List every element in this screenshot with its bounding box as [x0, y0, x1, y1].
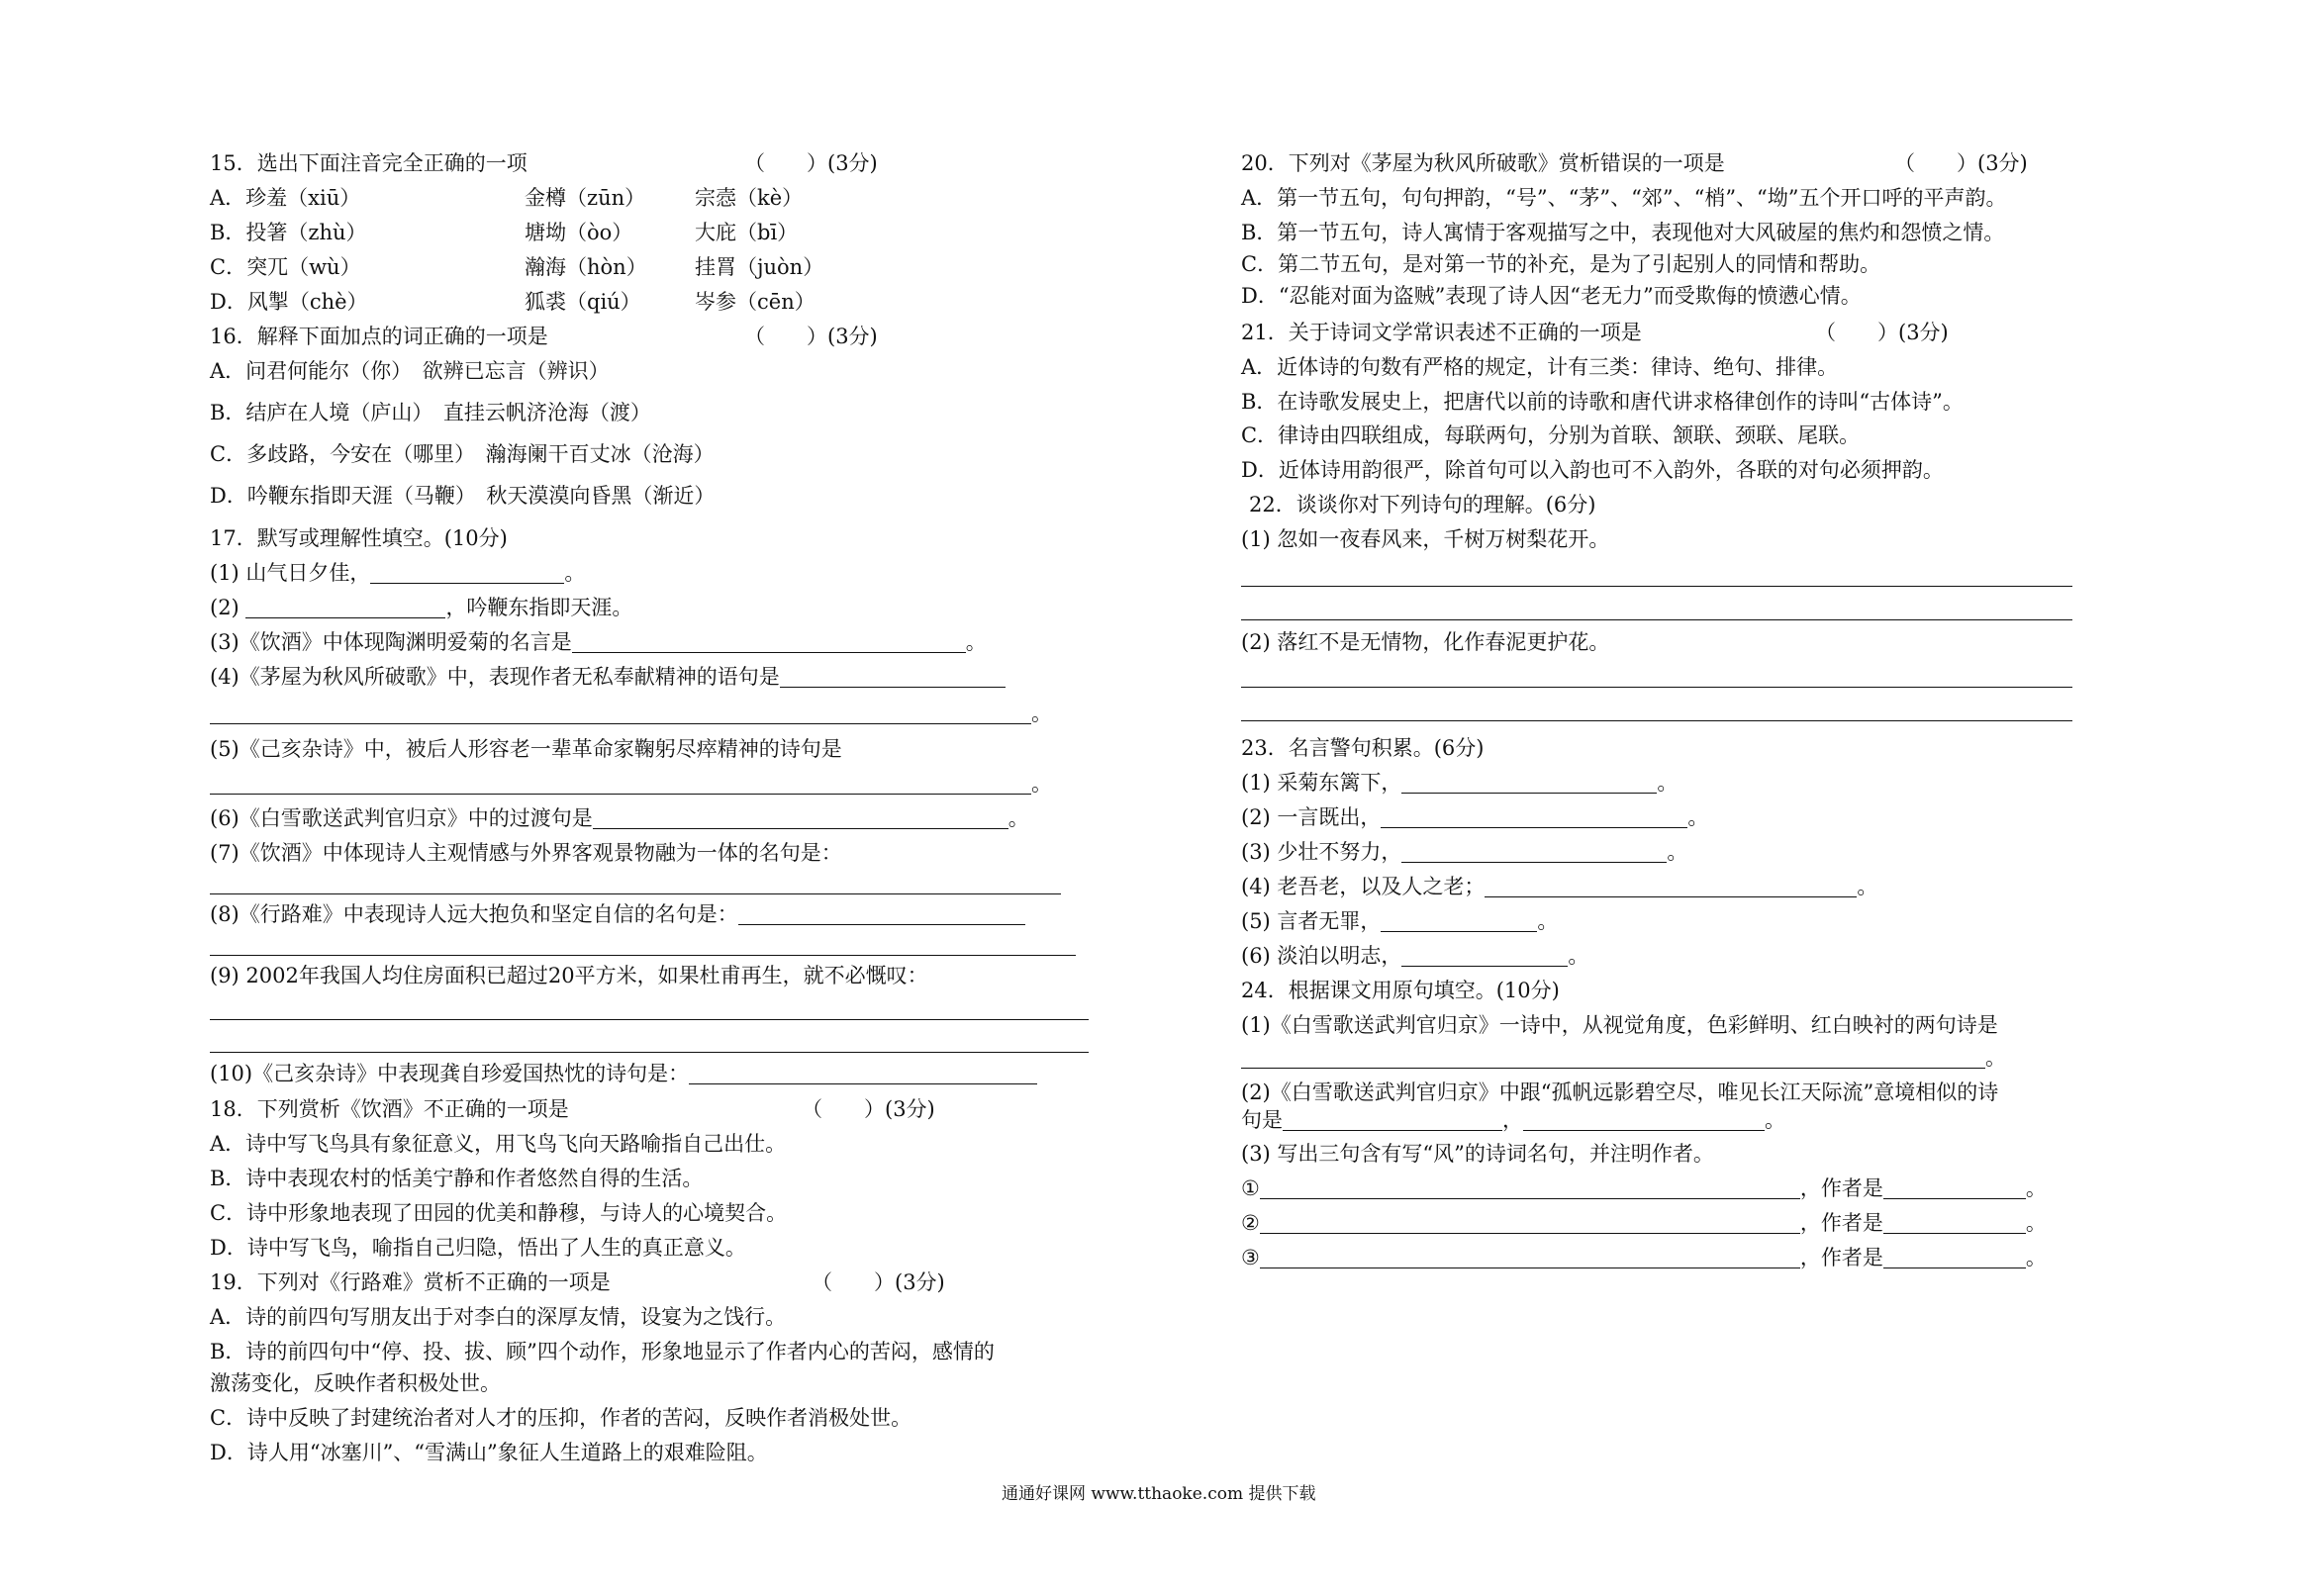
- page-footer: 通通好课网 www.tthaoke.com 提供下载: [1002, 1484, 1316, 1504]
- q23-stem: 23．名言警句积累。(6分): [1241, 736, 1485, 760]
- q18-option-b: B．诗中表现农村的恬美宁静和作者悠然自得的生活。: [210, 1167, 704, 1190]
- q20-option-b: B．第一节五句，诗人寓情于客观描写之中，表现他对大风破屋的焦灼和怨愤之情。: [1241, 221, 2005, 244]
- answer-line[interactable]: [210, 955, 1076, 956]
- answer-blank[interactable]: [1883, 1246, 2026, 1268]
- q21-option-a: A．近体诗的句数有严格的规定，计有三类：律诗、绝句、排律。: [1241, 355, 1839, 379]
- q17-item-3: (3)《饮酒》中体现陶渊明爱菊的名言是 。: [210, 630, 987, 654]
- q23-item-1: (1) 采菊东篱下， 。: [1241, 771, 1679, 795]
- q16-option-d: D．吟鞭东指即天涯（马鞭） 秋天漠漠向昏黑（渐近）: [210, 484, 716, 508]
- q17-item-10: (10)《己亥杂诗》中表现龚自珍爱国热忱的诗句是：: [210, 1060, 1037, 1087]
- answer-line[interactable]: [1241, 720, 2072, 721]
- q24-item-1-line: 。: [1241, 1044, 2006, 1072]
- q19-option-c: C．诗中反映了封建统治者对人才的压抑，作者的苦闷，反映作者消极处世。: [210, 1406, 912, 1430]
- q24-item-3: (3) 写出三句含有写“风”的诗词名句，并注明作者。: [1241, 1142, 1714, 1166]
- q17-item-2: (2) ，吟鞭东指即天涯。: [210, 596, 633, 619]
- q15-option-b: B．投箸（zhù） 塘坳（òo） 大庇（bī）: [210, 221, 799, 244]
- answer-blank[interactable]: [370, 561, 564, 584]
- q24-answer-2: ② ，作者是 。: [1241, 1211, 2047, 1235]
- answer-line[interactable]: [210, 1052, 1089, 1053]
- q21-option-b: B．在诗歌发展史上，把唐代以前的诗歌和唐代讲求格律创作的诗叫“古体诗”。: [1241, 390, 1964, 414]
- answer-blank[interactable]: [210, 702, 1031, 724]
- answer-blank[interactable]: [1381, 805, 1687, 828]
- q15-option-d: D．风掣（chè） 狐裘（qiú） 岑参（cēn）: [210, 290, 816, 314]
- q15-option-a: A．珍羞（xiū） 金樽（zūn） 宗悫（kè）: [210, 186, 804, 210]
- q23-item-4: (4) 老吾老，以及人之老； 。: [1241, 875, 1878, 898]
- answer-blank[interactable]: [1883, 1211, 2026, 1234]
- q20-option-d: D．“忍能对面为盗贼”表现了诗人因“老无力”而受欺侮的愤懑心情。: [1241, 284, 1862, 308]
- q17-item-7: (7)《饮酒》中体现诗人主观情感与外界客观景物融为一体的名句是：: [210, 841, 842, 865]
- q20-option-a: A．第一节五句，句句押韵，“号”、“茅”、“郊”、“梢”、“坳”五个开口呼的平声韵。: [1241, 186, 2007, 210]
- answer-blank[interactable]: [738, 902, 1025, 925]
- answer-line[interactable]: [210, 1019, 1089, 1020]
- q23-item-6: (6) 淡泊以明志， 。: [1241, 944, 1589, 968]
- q21-option-d: D．近体诗用韵很严，除首句可以入韵也可不入韵外，各联的对句必须押韵。: [1241, 458, 1944, 482]
- q17-item-5: (5)《己亥杂诗》中，被后人形容老一辈革命家鞠躬尽瘁精神的诗句是: [210, 737, 842, 761]
- q15-stem: 15．选出下面注音完全正确的一项 （ ）(3分): [210, 151, 878, 175]
- answer-blank[interactable]: [210, 772, 1031, 795]
- q17-item-4: (4)《茅屋为秋风所破歌》中，表现作者无私奉献精神的语句是: [210, 663, 1006, 691]
- answer-blank[interactable]: [1260, 1176, 1800, 1199]
- answer-blank[interactable]: [689, 1062, 1037, 1084]
- answer-blank[interactable]: [245, 596, 445, 618]
- q17-item-4-line: 。: [210, 700, 1052, 727]
- q16-option-b: B．结庐在人境（庐山） 直挂云帆济沧海（渡）: [210, 401, 651, 424]
- q23-item-5: (5) 言者无罪， 。: [1241, 909, 1559, 933]
- q19-option-a: A．诗的前四句写朋友出于对李白的深厚友情，设宴为之饯行。: [210, 1305, 787, 1329]
- answer-blank[interactable]: [1381, 909, 1537, 932]
- answer-line[interactable]: [1241, 687, 2072, 688]
- q22-item-1: (1) 忽如一夜春风来，千树万树梨花开。: [1241, 527, 1610, 551]
- q16-option-a: A．问君何能尔（你） 欲辨已忘言（辨识）: [210, 359, 610, 383]
- q20-stem: 20．下列对《茅屋为秋风所破歌》赏析错误的一项是 （ ）(3分): [1241, 151, 2028, 175]
- q22-stem: 22．谈谈你对下列诗句的理解。(6分): [1249, 493, 1596, 516]
- answer-blank[interactable]: [1241, 1046, 1985, 1069]
- q22-item-2: (2) 落红不是无情物，化作春泥更护花。: [1241, 630, 1610, 654]
- q19-option-d: D．诗人用“冰塞川”、“雪满山”象征人生道路上的艰难险阻。: [210, 1441, 768, 1464]
- q17-item-5-line: 。: [210, 770, 1052, 798]
- answer-blank[interactable]: [1523, 1108, 1765, 1131]
- q17-item-8: (8)《行路难》中表现诗人远大抱负和坚定自信的名句是：: [210, 900, 1025, 928]
- q17-item-9: (9) 2002年我国人均住房面积已超过20平方米，如果杜甫再生，就不必慨叹：: [210, 964, 928, 987]
- q24-answer-1: ① ，作者是 。: [1241, 1176, 2047, 1200]
- answer-line[interactable]: [1241, 586, 2072, 587]
- q21-stem: 21．关于诗词文学常识表述不正确的一项是 （ ）(3分): [1241, 321, 1949, 344]
- q21-option-c: C．律诗由四联组成，每联两句，分别为首联、颔联、颈联、尾联。: [1241, 423, 1861, 447]
- q17-item-1: (1) 山气日夕佳， 。: [210, 561, 586, 585]
- answer-blank[interactable]: [593, 806, 1008, 829]
- q19-option-b: B．诗的前四句中“停、投、拔、顾”四个动作，形象地显示了作者内心的苦闷，感情的: [210, 1340, 995, 1363]
- answer-blank[interactable]: [1283, 1108, 1502, 1131]
- q23-item-3: (3) 少壮不努力， 。: [1241, 840, 1688, 864]
- answer-line[interactable]: [210, 893, 1061, 894]
- q16-option-c: C．多歧路，今安在（哪里） 瀚海阑干百丈冰（沧海）: [210, 442, 715, 466]
- q18-option-d: D．诗中写飞鸟，喻指自己归隐，悟出了人生的真正意义。: [210, 1236, 746, 1260]
- answer-blank[interactable]: [1260, 1246, 1800, 1268]
- q24-item-1: (1)《白雪歌送武判官归京》一诗中，从视觉角度，色彩鲜明、红白映衬的两句诗是: [1241, 1013, 1998, 1037]
- answer-line[interactable]: [1241, 619, 2072, 620]
- q17-stem: 17．默写或理解性填空。(10分): [210, 526, 508, 550]
- q18-option-c: C．诗中形象地表现了田园的优美和静穆，与诗人的心境契合。: [210, 1201, 788, 1225]
- answer-blank[interactable]: [1883, 1176, 2026, 1199]
- q17-item-6: (6)《白雪歌送武判官归京》中的过渡句是 。: [210, 806, 1029, 830]
- answer-blank[interactable]: [780, 665, 1006, 688]
- q18-stem: 18．下列赏析《饮酒》不正确的一项是 （ ）(3分): [210, 1097, 935, 1121]
- q19-option-b-cont: 激荡变化，反映作者积极处世。: [210, 1371, 501, 1395]
- q19-stem: 19．下列对《行路难》赏析不正确的一项是 （ ）(3分): [210, 1270, 945, 1294]
- q24-answer-3: ③ ，作者是 。: [1241, 1246, 2047, 1269]
- q23-item-2: (2) 一言既出， 。: [1241, 805, 1709, 829]
- answer-blank[interactable]: [1401, 840, 1667, 863]
- q20-option-c: C．第二节五句，是对第一节的补充，是为了引起别人的同情和帮助。: [1241, 252, 1881, 276]
- answer-blank[interactable]: [1401, 944, 1568, 967]
- q15-option-c: C．突兀（wù） 瀚海（hòn） 挂罥（juòn）: [210, 255, 824, 279]
- answer-blank[interactable]: [1260, 1211, 1800, 1234]
- answer-blank[interactable]: [1401, 771, 1657, 794]
- q18-option-a: A．诗中写飞鸟具有象征意义，用飞鸟飞向天路喻指自己出仕。: [210, 1132, 787, 1156]
- q16-stem: 16．解释下面加点的词正确的一项是 （ ）(3分): [210, 325, 878, 348]
- q24-item-2-line: 句是 ， 。: [1241, 1108, 1785, 1132]
- answer-blank[interactable]: [572, 630, 966, 653]
- answer-blank[interactable]: [1485, 875, 1857, 897]
- q24-stem: 24．根据课文用原句填空。(10分): [1241, 979, 1560, 1002]
- q24-item-2: (2)《白雪歌送武判官归京》中跟“孤帆远影碧空尽，唯见长江天际流”意境相似的诗: [1241, 1080, 1999, 1104]
